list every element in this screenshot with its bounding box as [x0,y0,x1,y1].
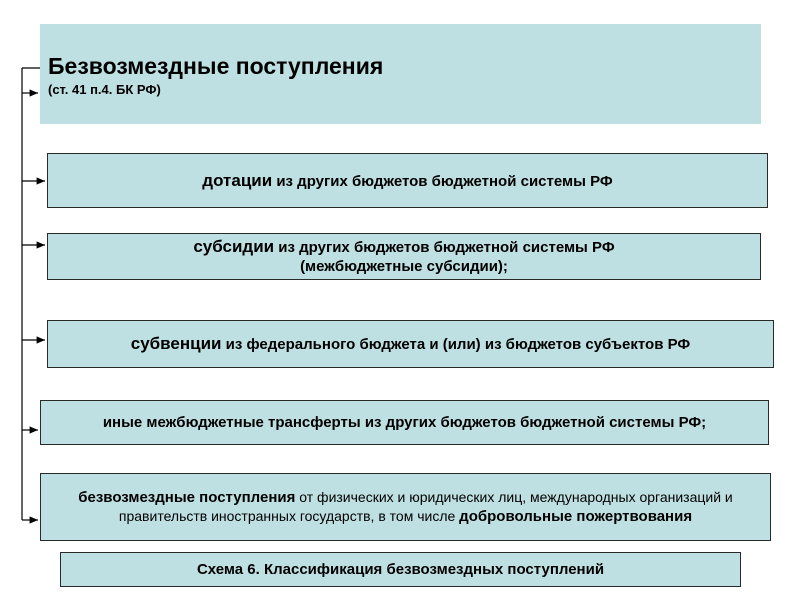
box-dotacii [47,153,768,208]
box-subsidii-body: из других бюджетов бюджетной системы РФ [274,239,615,256]
box-dotacii-text [202,171,612,191]
box-bezvozmezdnye [40,473,771,541]
box-bezvozmezdnye-text [61,488,750,526]
caption-box [60,552,741,587]
box-subvencii-text [131,334,690,354]
box-subsidii-text [193,237,614,257]
header-title: Безвозмездные поступления [48,53,384,79]
box-inye-transferty-text: иные межбюджетные трансферты из других бюджетов бюджетной системы РФ; [102,414,707,431]
box-subvencii-body: из федерального бюджета и (или) из бюджетов субъектов РФ [221,336,691,353]
box-subvencii [47,320,774,368]
box-bezvozmezdnye-tail: добровольные пожертвования [459,508,693,525]
box-subsidii-lead: субсидии [193,237,275,256]
caption-text: Схема 6. Классификация безвозмездных поступлений [196,561,605,578]
box-dotacii-lead: дотации [202,170,273,190]
box-subsidii [47,233,761,280]
box-dotacii-body: из других бюджетов бюджетной системы РФ [272,172,613,190]
header-subtitle: (ст. 41 п.4. БК РФ) [48,82,161,97]
box-bezvozmezdnye-lead: безвозмездные поступления [78,489,296,506]
box-inye-transferty [40,400,769,445]
box-subsidii-line2: (межбюджетные субсидии); [300,258,508,275]
box-subvencii-lead: субвенции [130,334,222,353]
header-box [40,24,761,124]
box-bezvozmezdnye-body: от физических и юридических лиц, международных организаций и правительств иностранных государств, в том числе [118,489,733,524]
